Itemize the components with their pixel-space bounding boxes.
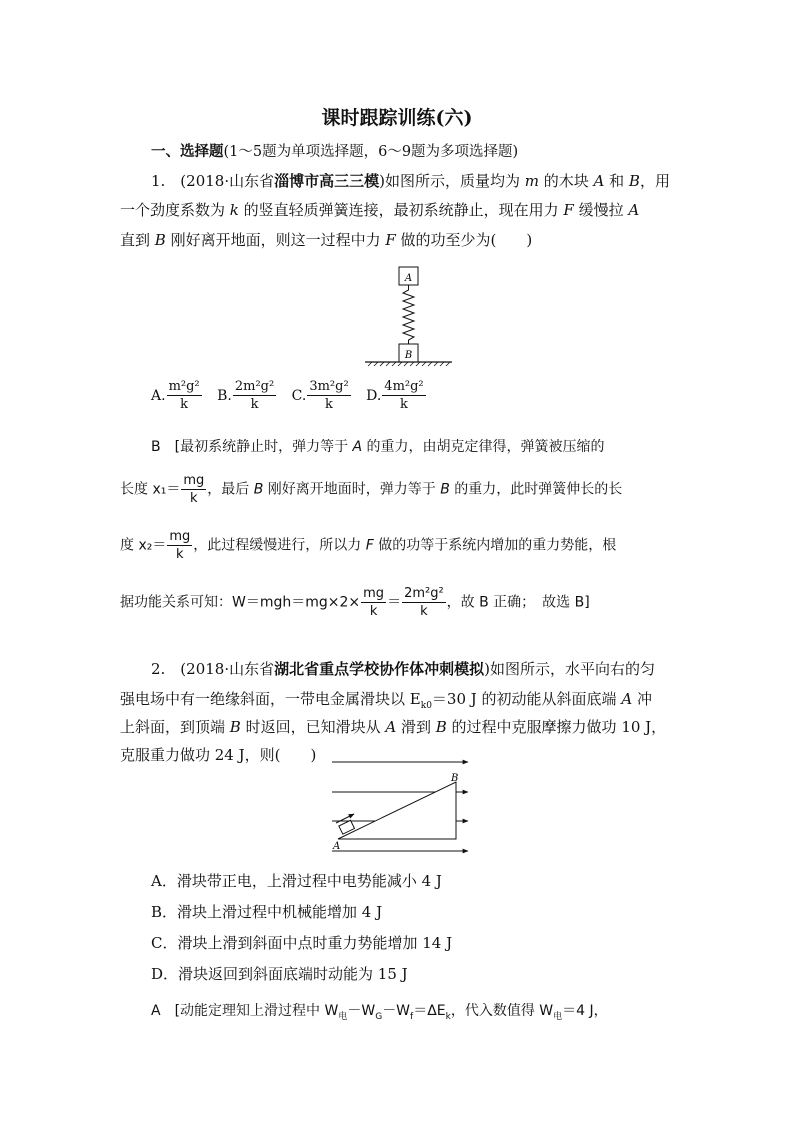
q2-source-bold: 湖北省重点学校协作体冲刺模拟 (274, 660, 485, 678)
fraction-denominator: k (369, 604, 378, 619)
q2-text: )如图所示，水平向右的匀 (484, 660, 655, 678)
q1-text: 和 (604, 172, 629, 190)
var-B: B (628, 172, 640, 190)
var-B: B (253, 481, 264, 498)
answer-text: ，故 B 正确； 故选 B] (446, 594, 590, 611)
block-b-label: B (404, 350, 413, 361)
q1-line-2 (120, 197, 639, 223)
var-F: F (385, 231, 396, 249)
fraction-denominator: k (250, 397, 259, 412)
answer-text: ，此过程缓慢进行，所以力 (193, 537, 366, 554)
q2-source-prefix: 2. (2018·山东省 (151, 660, 275, 678)
point-a-label: A (333, 841, 341, 852)
fraction-numerator: 2m²g² (234, 379, 275, 394)
option-letter: D. (366, 387, 382, 404)
var-F: F (563, 201, 574, 219)
fraction-mg-over-k (181, 474, 206, 505)
option-letter: C. (291, 387, 307, 404)
subscript: 电 (553, 1011, 563, 1022)
q1-options (151, 380, 427, 411)
answer-text: 的重力，此时弹簧伸长的长 (449, 481, 623, 498)
section-label: 一、选择题 (151, 143, 224, 160)
q2-text: 滑到 (396, 718, 436, 736)
q2-answer-line-1 (151, 1000, 608, 1022)
q1-source-prefix: 1. (2018·山东省 (151, 172, 275, 190)
answer-text: A [动能定理知上滑过程中 W (151, 1003, 339, 1019)
q2-text: 冲 (632, 690, 652, 708)
q2-text: 的过程中克服摩擦力做功 10 J， (446, 718, 667, 736)
q2-option-d[interactable]: D．滑块返回到斜面底端时动能为 15 J (151, 965, 408, 983)
option-b[interactable] (217, 379, 277, 412)
answer-text: 的重力，由胡克定律得，弹簧被压缩的 (362, 439, 605, 455)
var-F: F (365, 537, 374, 554)
subscript: 电 (338, 1011, 348, 1022)
q1-text: 一个劲度系数为 (120, 201, 230, 219)
answer-text: ＝ΔE (413, 1003, 446, 1019)
block-a-label: A (404, 273, 413, 284)
page-title: 课时跟踪训练(六) (321, 107, 473, 129)
var-B: B (440, 481, 450, 498)
answer-text: B [最初系统静止时，弹力等于 (151, 439, 353, 455)
q2-line-4: 克服重力做功 24 J，则( ) (120, 746, 317, 764)
fraction-numerator: mg (169, 529, 191, 544)
fraction-denominator: k (400, 397, 408, 412)
q1-text: 刚好离开地面，则这一过程中力 (165, 231, 386, 249)
fraction-numerator: 2m²g² (404, 586, 444, 601)
fraction-mg-over-k (167, 530, 192, 561)
q1-text: 直到 (120, 231, 155, 249)
var-A: A (628, 201, 640, 219)
var-A: A (621, 690, 633, 708)
option-fraction (382, 380, 425, 411)
fraction-denominator: k (325, 397, 333, 412)
answer-text: ，最后 (207, 481, 254, 498)
q2-text: 时返回，已知滑块从 (240, 718, 386, 736)
answer-text: ，代入数值得 W (450, 1003, 554, 1019)
section-heading (151, 140, 518, 161)
answer-text: 度 x₂＝ (120, 537, 167, 554)
var-A: A (593, 172, 605, 190)
option-fraction (307, 380, 350, 411)
option-fraction (167, 380, 202, 411)
q2-figure-incline-field (328, 757, 474, 857)
fraction-2m2g2-over-k (402, 587, 446, 618)
q1-text: 的木块 (538, 172, 594, 190)
point-b-label: B (451, 773, 459, 784)
answer-text: ＝ (387, 594, 402, 611)
fraction-denominator: k (180, 397, 189, 412)
subscript: k (445, 1011, 451, 1022)
q2-text: ＝30 J 的初动能从斜面底端 (431, 690, 622, 708)
subscript: k0 (420, 701, 432, 711)
option-d[interactable] (366, 379, 427, 412)
q1-line-1 (151, 168, 670, 194)
q2-line-1 (151, 656, 655, 682)
var-k: k (229, 201, 239, 219)
q1-answer-line-4 (120, 587, 590, 618)
answer-text: 据功能关系可知：W＝mgh＝mg×2× (120, 594, 361, 611)
var-B: B (435, 718, 447, 736)
var-A: A (352, 439, 363, 455)
q2-text: 强电场中有一绝缘斜面，一带电金属滑块以 E (120, 690, 421, 708)
q1-text: 缓慢拉 (573, 201, 629, 219)
q1-figure-spring-blocks (360, 262, 470, 372)
fraction-denominator: k (176, 547, 184, 562)
q1-answer-line-1 (151, 436, 605, 456)
q1-line-3 (120, 227, 532, 253)
var-B: B (229, 718, 241, 736)
fraction-numerator: 4m²g² (384, 379, 424, 394)
q2-option-a[interactable]: A．滑块带正电，上滑过程中电势能减小 4 J (151, 872, 442, 890)
spring (403, 285, 414, 344)
q2-option-c[interactable]: C．滑块上滑到斜面中点时重力势能增加 14 J (151, 934, 453, 952)
incline (338, 782, 456, 839)
q2-text: 上斜面，到顶端 (120, 718, 230, 736)
answer-text: ＝4 J， (562, 1003, 608, 1019)
answer-text: 做的功等于系统内增加的重力势能，根 (373, 537, 617, 554)
ground-hatch (368, 362, 450, 366)
q1-source-bold: 淄博市高三三模 (274, 172, 380, 190)
option-letter: A. (151, 387, 166, 404)
q1-text: 的竖直轻质弹簧连接，最初系统静止，现在用力 (238, 201, 564, 219)
option-letter: B. (217, 387, 232, 404)
answer-text: 刚好离开地面时，弹力等于 (263, 481, 441, 498)
var-A: A (385, 718, 397, 736)
subscript: f (410, 1011, 414, 1022)
q2-option-b[interactable]: B．滑块上滑过程中机械能增加 4 J (151, 903, 383, 921)
q1-answer-line-2 (120, 474, 622, 505)
fraction-numerator: mg (363, 586, 385, 601)
answer-text: －W (347, 1003, 376, 1019)
option-a[interactable] (151, 379, 203, 412)
fraction-numerator: m²g² (168, 379, 200, 394)
subscript: G (375, 1011, 383, 1022)
answer-text: 长度 x₁＝ (120, 481, 181, 498)
var-m: m (524, 172, 539, 190)
q2-line-3 (120, 714, 666, 740)
fraction-denominator: k (420, 604, 428, 619)
fraction-denominator: k (190, 491, 198, 506)
var-B: B (154, 231, 166, 249)
q1-text: )如图所示，质量均为 (379, 172, 525, 190)
section-note: (1～5题为单项选择题，6～9题为多项选择题) (223, 144, 519, 160)
option-c[interactable] (291, 379, 352, 412)
q1-text: 做的功至少为( ) (395, 231, 533, 249)
q1-answer-line-3 (120, 530, 616, 561)
option-fraction (233, 380, 276, 411)
q1-text: ，用 (639, 172, 670, 190)
fraction-mg-over-k (361, 587, 386, 618)
fraction-numerator: 3m²g² (309, 379, 349, 394)
fraction-numerator: mg (183, 473, 205, 488)
answer-text: －W (382, 1003, 411, 1019)
